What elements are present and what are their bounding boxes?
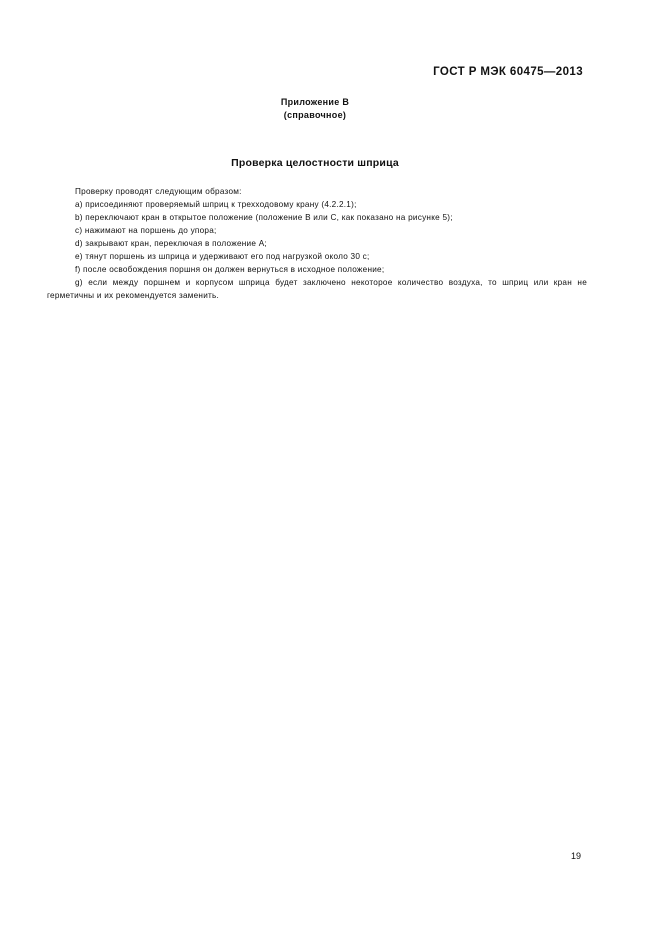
- annex-heading: [0, 96, 630, 122]
- page-number: 19: [570, 851, 581, 861]
- procedure-step-e: e) тянут поршень из шприца и удерживают его под нагрузкой около 30 с;: [75, 252, 370, 261]
- procedure-intro: Проверку проводят следующим образом:: [75, 187, 242, 196]
- procedure-step-f: f) после освобождения поршня он должен вернуться в исходное положение;: [75, 265, 385, 274]
- procedure-step-b: b) переключают кран в открытое положение (положение B или C, как показано на рисунке 5);: [75, 213, 453, 222]
- procedure-text: [47, 185, 587, 302]
- annex-title: Приложение В: [280, 97, 350, 107]
- procedure-step-d: d) закрывают кран, переключая в положение A;: [75, 239, 267, 248]
- section-title: Проверка целостности шприца: [231, 157, 399, 169]
- procedure-step-g: g) если между поршнем и корпусом шприца будет заключено некоторое количество воздуха, то шприц или кран не герметичны и их рекомендуется заменить.: [47, 278, 587, 300]
- document-code: ГОСТ Р МЭК 60475—2013: [433, 66, 583, 78]
- annex-subtitle: (справочное): [283, 110, 347, 120]
- procedure-step-c: c) нажимают на поршень до упора;: [75, 226, 217, 235]
- procedure-step-a: a) присоединяют проверяемый шприц к трехходовому крану (4.2.2.1);: [75, 200, 357, 209]
